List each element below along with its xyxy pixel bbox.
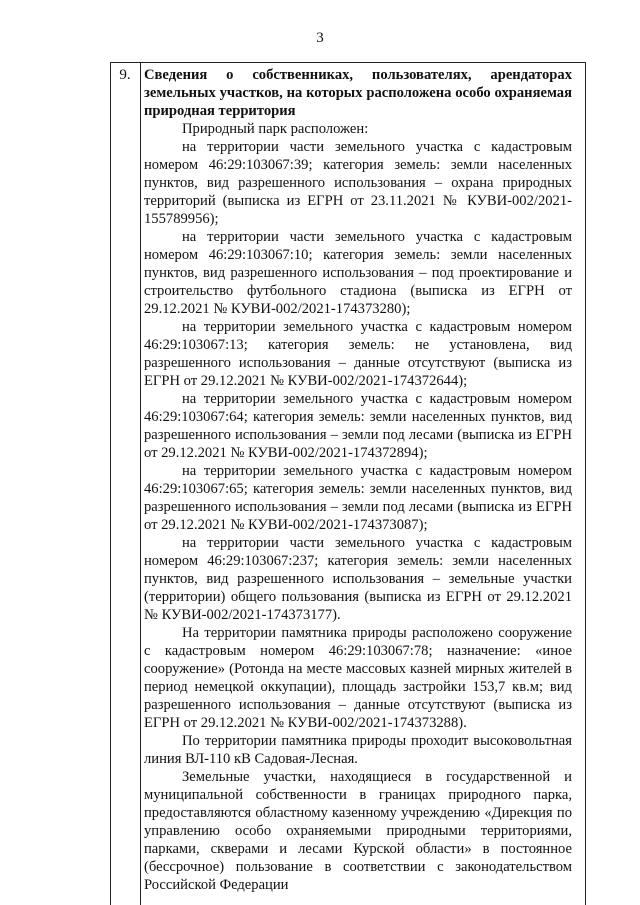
column-divider: [140, 62, 141, 905]
paragraph-plot-13: на территории земельного участка с кадастровым номером 46:29:103067:13; категория земель: не установлена, вид разрешенного использования – данные отсутствуют (выписка из ЕГРН от 29.12.2021 № КУВИ-002/2021-174372644);: [144, 319, 572, 389]
paragraph-plot-39: на территории части земельного участка с кадастровым номером 46:29:103067:39; категория земель: земли населенных пунктов, вид разрешенного использования – охрана природных территорий (выписка из ЕГРН от 23.11.2021 № КУВИ-002/2021-155789956);: [144, 139, 572, 227]
paragraph-land-management: Земельные участки, находящиеся в государственной и муниципальной собственности в границах природного парка, предоставляются областному казенному учреждению «Дирекция по управлению особо охраняемыми природными территориями, парками, скверами и лесами Курской области» в постоянное (бессрочное) пользование в соответствии с законодательством Российской Федерации: [144, 769, 572, 893]
paragraph-intro: Природный парк расположен:: [182, 121, 369, 137]
paragraph-plot-64: на территории земельного участка с кадастровым номером 46:29:103067:64; категория земель: земли населенных пунктов, вид разрешенного использования – земли под лесами (выписка из ЕГРН от 29.12.2021 № КУВИ-002/2021-174372894);: [144, 391, 572, 461]
paragraph-plot-10: на территории части земельного участка с кадастровым номером 46:29:103067:10; категория земель: земли населенных пунктов, вид разрешенного использования – под проектирование и строительство футбольного стадиона (выписка из ЕГРН от 29.12.2021 № КУВИ-002/2021-174373280);: [144, 229, 572, 317]
row-number: 9.: [119, 67, 131, 83]
paragraph-plot-237: на территории части земельного участка с кадастровым номером 46:29:103067:237; категория земель: земли населенных пунктов, вид разрешенного использования – земельные участки (территории) общего пользования (выписка из ЕГРН от 29.12.2021 № КУВИ-002/2021-174373177).: [144, 535, 572, 623]
paragraph-power-line: По территории памятника природы проходит высоковольтная линия ВЛ-110 кВ Садовая-Лесная.: [144, 733, 572, 767]
page-number: 3: [316, 30, 324, 46]
paragraph-structure-78: На территории памятника природы расположено сооружение с кадастровым номером 46:29:103067:78; назначение: «иное сооружение» (Ротонда на месте массовых казней мирных жителей в период немецкой оккупации), площадь застройки 153,7 кв.м; вид разрешенного использования – данные отсутствуют (выписка из ЕГРН от 29.12.2021 № КУВИ-002/2021-174373288).: [144, 625, 572, 731]
row-content: [144, 66, 572, 894]
section-heading: Сведения о собственниках, пользователях, арендаторах земельных участков, на которых расположена особо охраняемая природная территория: [144, 67, 572, 119]
paragraph-plot-65: на территории земельного участка с кадастровым номером 46:29:103067:65; категория земель: земли населенных пунктов, вид разрешенного использования – земли под лесами (выписка из ЕГРН от 29.12.2021 № КУВИ-002/2021-174373087);: [144, 463, 572, 533]
